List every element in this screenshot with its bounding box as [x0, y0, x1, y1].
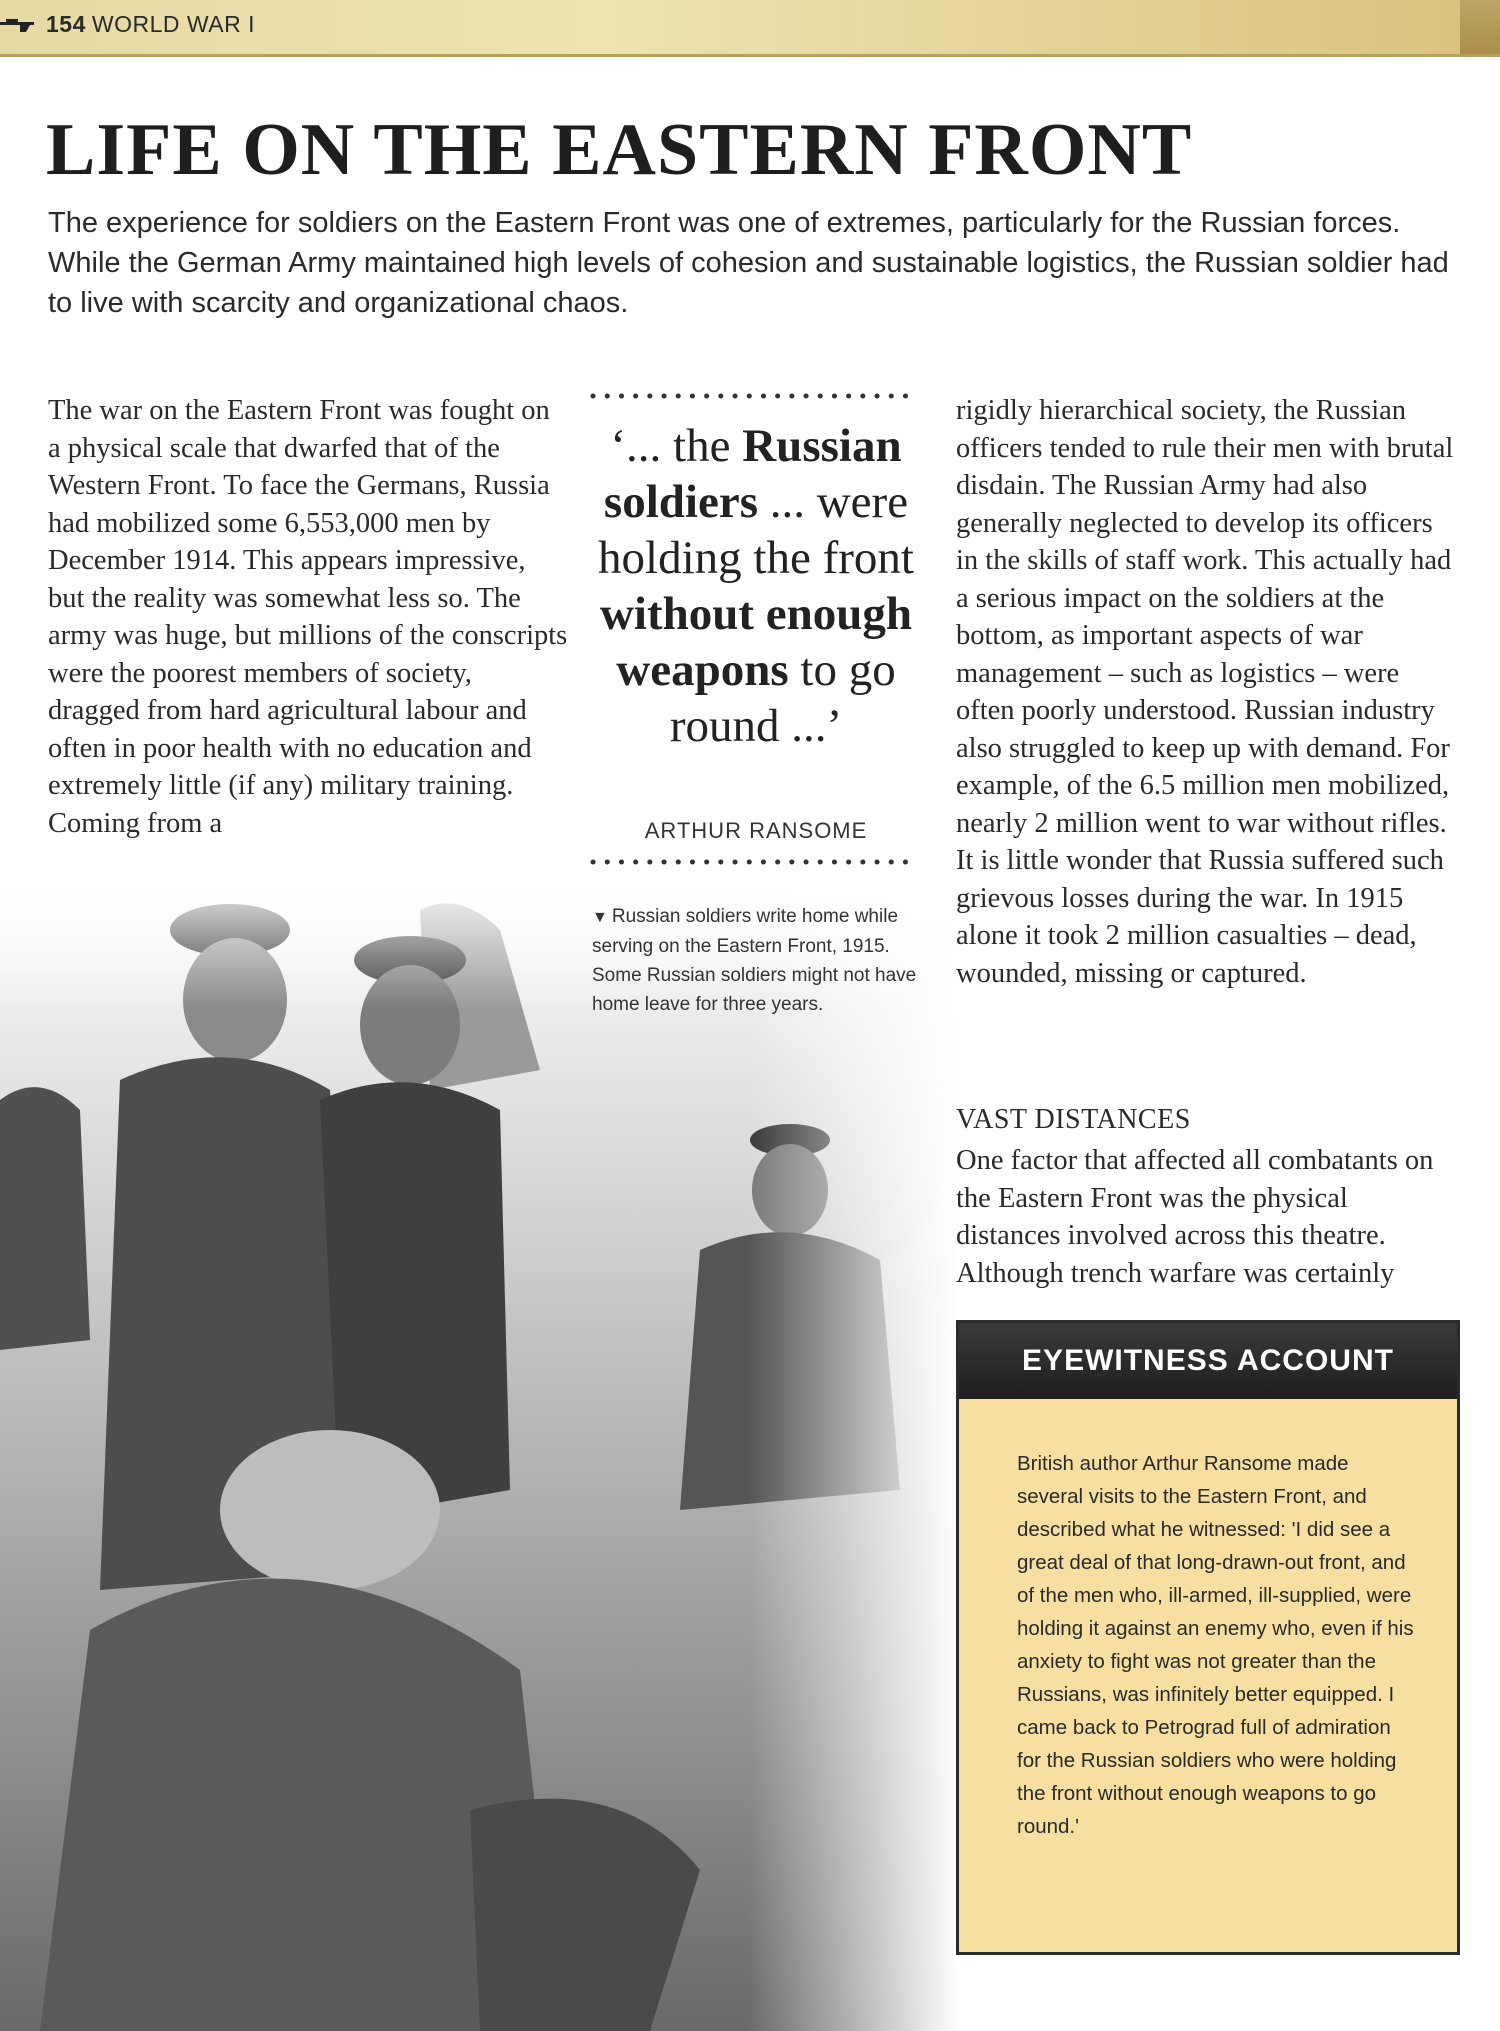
body-paragraph: rigidly hierarchical society, the Russian officers tended to rule their men with brutal disdain. The Russian Army had also generally neglected to develop its officers in the skills of staff work. This actually had a serious impact on the soldiers at the bottom, as important aspects of war management – such as logistics – were often poorly understood. Russian industry also struggled to keep up with demand. For example, of the 6.5 million men mobilized, nearly 2 million went to war without rifles. It is little wonder that Russia suffered such grievous losses during the war. In 1915 alone it took 2 million casualties – dead, wounded, missing or captured.: [956, 395, 1454, 989]
pull-quote: [578, 418, 934, 754]
section-subheading: VAST DISTANCES: [956, 1104, 1191, 1135]
page-title: LIFE ON THE EASTERN FRONT: [46, 109, 1193, 191]
body-right-column-continued: [956, 1142, 1456, 1292]
eyewitness-text: British author Arthur Ransome made several visits to the Eastern Front, and described what he witnessed: 'I did see a great deal of that long-drawn-out front, and of the men who, ill-armed, ill-supplied, were holding it against an enemy who, even if his anxiety to fight was not greater than the Russians, was infinitely better equipped. I came back to Petrograd full of admiration for the Russian soldiers who were holding the front without enough weapons to go round.': [1017, 1452, 1414, 1838]
dotted-rule-top: [590, 392, 920, 400]
body-paragraph: One factor that affected all combatants on the Eastern Front was the physical distances involved across this theatre. Although trench warfare was certainly: [956, 1145, 1434, 1289]
body-paragraph: The war on the Eastern Front was fought on a physical scale that dwarfed that of the Western Front. To face the Germans, Russia had mobilized some 6,553,000 men by December 1914. This appears impressive, but the reality was somewhat less so. The army was huge, but millions of the conscripts were the poorest members of society, dragged from hard agricultural labour and often in poor health with no education and extremely little (if any) military training. Coming from a: [48, 395, 568, 839]
dotted-rule-bottom: [590, 858, 920, 866]
pull-quote-part: ... were holding the front: [598, 476, 914, 584]
running-header-text: [46, 11, 255, 38]
eyewitness-box: [956, 1320, 1460, 1955]
pull-quote-attribution: ARTHUR RANSOME: [644, 818, 868, 843]
pull-quote-bold: Russian soldiers: [603, 420, 902, 528]
header-corner-band: [1460, 0, 1500, 54]
photo-caption: [592, 902, 932, 1019]
section-name: WORLD WAR I: [91, 11, 255, 37]
pull-quote-part: to go round ...’: [669, 644, 896, 752]
body-left-column: [48, 392, 568, 842]
eyewitness-heading: EYEWITNESS ACCOUNT: [959, 1323, 1457, 1399]
pull-quote-bold: without enough weapons: [599, 588, 913, 696]
intro-paragraph: The experience for soldiers on the Eastern Front was one of extremes, particularly for the Russian forces. While the German Army maintained high levels of cohesion and sustainable logistics, the Russian soldier had to live with scarcity and organizational chaos.: [48, 207, 1449, 319]
caption-marker-icon: ▼: [592, 909, 608, 926]
soldiers-photo: [0, 870, 960, 2031]
body-right-column: [956, 392, 1456, 992]
caption-text: Russian soldiers write home while serving on the Eastern Front, 1915. Some Russian soldiers might not have home leave for three years.: [592, 906, 917, 1015]
pull-quote-part: ‘... the: [610, 420, 743, 472]
rifle-ornament-icon: [0, 14, 38, 34]
running-header: [0, 0, 1500, 57]
page-number: 154: [46, 11, 86, 37]
